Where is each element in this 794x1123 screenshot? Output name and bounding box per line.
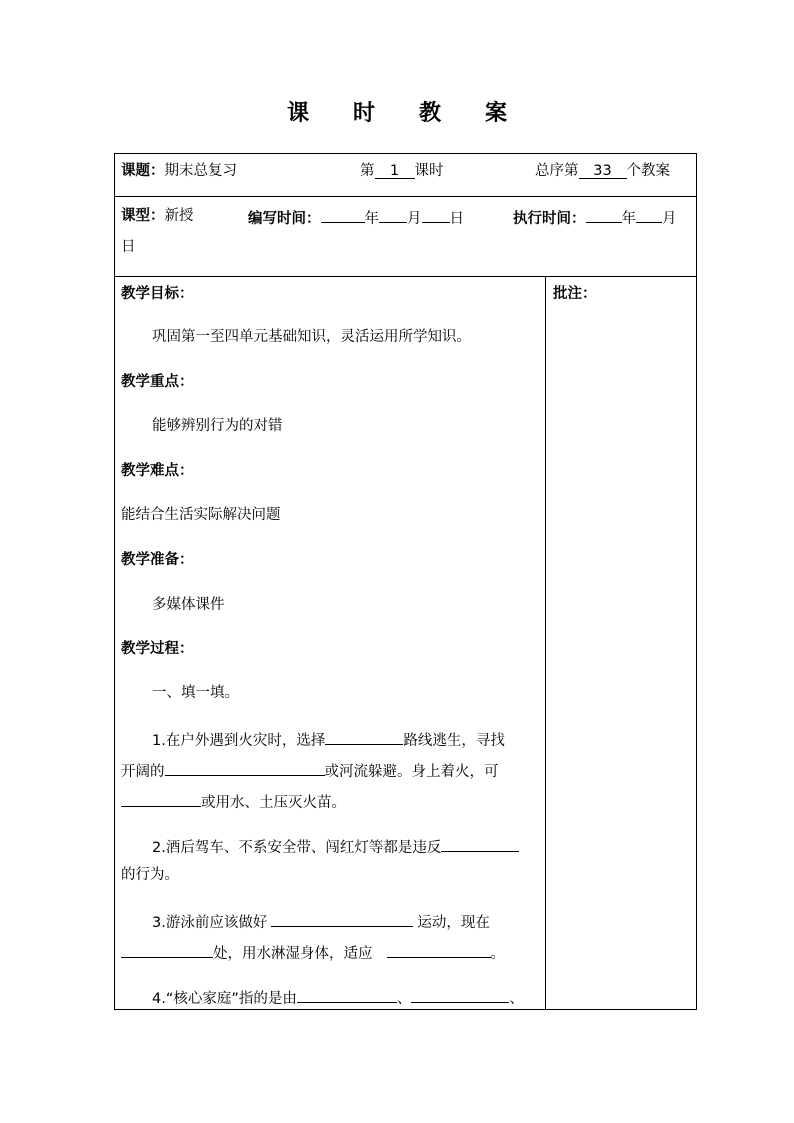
title-char: 教 bbox=[419, 101, 442, 126]
difficulty-text: 能结合生活实际解决问题 bbox=[121, 507, 281, 523]
blank bbox=[321, 207, 365, 223]
year-label: 年 bbox=[621, 211, 636, 227]
answer-blank bbox=[165, 760, 325, 776]
blank bbox=[379, 207, 407, 223]
lesson-no: 1 bbox=[375, 163, 415, 179]
q2-part: 2.酒后驾车、不系安全带、闯红灯等都是违反 bbox=[152, 840, 442, 856]
seq-suffix: 个教案 bbox=[626, 163, 670, 179]
question-3-line-1 bbox=[152, 911, 490, 932]
goal-text: 巩固第一至四单元基础知识，灵活运用所学知识。 bbox=[152, 329, 471, 345]
year-label: 年 bbox=[364, 211, 379, 227]
topic-row bbox=[121, 162, 237, 180]
exec-label: 执行时间： bbox=[513, 211, 586, 227]
seq-prefix: 总序第 bbox=[535, 163, 579, 179]
blank bbox=[422, 207, 450, 223]
key-text: 能够辨别行为的对错 bbox=[152, 418, 283, 434]
question-1-line-1 bbox=[152, 729, 505, 750]
exec-day: 日 bbox=[121, 239, 136, 255]
row-divider bbox=[115, 276, 696, 277]
month-label: 月 bbox=[407, 211, 422, 227]
answer-blank bbox=[121, 791, 201, 807]
title-char: 案 bbox=[485, 101, 508, 126]
prep-label: 教学准备： bbox=[121, 552, 194, 568]
q4-part: 4.“核心家庭”指的是由 bbox=[152, 991, 297, 1007]
question-2-line-1 bbox=[152, 836, 519, 857]
question-3-line-2 bbox=[121, 942, 505, 963]
row-divider bbox=[115, 196, 696, 197]
goal-label: 教学目标： bbox=[121, 286, 194, 302]
day-label: 日 bbox=[449, 211, 464, 227]
notes-label: 批注： bbox=[553, 286, 597, 302]
answer-blank bbox=[411, 987, 509, 1003]
question-4-line-1 bbox=[152, 987, 524, 1008]
lesson-number bbox=[360, 162, 444, 180]
prep-text: 多媒体课件 bbox=[152, 597, 225, 613]
answer-blank bbox=[121, 942, 213, 958]
type-label: 课型： bbox=[121, 208, 165, 224]
question-1-line-2 bbox=[121, 760, 499, 781]
month-label: 月 bbox=[662, 211, 677, 227]
type-row bbox=[121, 207, 194, 225]
q1-part: 或用水、土压灭火苗。 bbox=[201, 795, 346, 811]
lesson-prefix: 第 bbox=[360, 163, 375, 179]
column-divider bbox=[545, 276, 546, 1009]
q4-part: 、 bbox=[509, 991, 524, 1007]
blank bbox=[636, 207, 662, 223]
sequence-number bbox=[535, 162, 670, 180]
q3-part: 运动，现在 bbox=[417, 915, 490, 931]
q3-part: 处，用水淋湿身体，适应 bbox=[213, 946, 373, 962]
blank bbox=[586, 207, 622, 223]
q1-part: 1.在户外遇到火灾时，选择 bbox=[152, 733, 326, 749]
lesson-plan-table bbox=[114, 153, 697, 1010]
q1-part: 开阔的 bbox=[121, 764, 165, 780]
title-char: 课 bbox=[286, 101, 309, 126]
compose-time bbox=[248, 207, 464, 228]
lesson-suffix: 课时 bbox=[414, 163, 444, 179]
q3-part: 。 bbox=[490, 946, 505, 962]
answer-blank bbox=[325, 729, 403, 745]
answer-blank bbox=[271, 911, 413, 927]
answer-blank bbox=[297, 987, 397, 1003]
seq-no: 33 bbox=[579, 163, 627, 179]
topic-value: 期末总复习 bbox=[164, 163, 237, 179]
q3-part: 3.游泳前应该做好 bbox=[152, 915, 268, 931]
topic-label: 课题： bbox=[121, 163, 165, 179]
q4-part: 、 bbox=[396, 991, 412, 1007]
answer-blank bbox=[387, 942, 491, 958]
compose-label: 编写时间： bbox=[248, 211, 321, 227]
key-label: 教学重点： bbox=[121, 374, 194, 390]
exec-time bbox=[513, 207, 677, 228]
section-heading: 一、填一填。 bbox=[152, 685, 239, 701]
question-2-line-2: 的行为。 bbox=[121, 867, 179, 883]
page-title bbox=[0, 96, 794, 127]
difficulty-label: 教学难点： bbox=[121, 463, 194, 479]
answer-blank bbox=[441, 836, 519, 852]
process-label: 教学过程： bbox=[121, 641, 194, 657]
q1-part: 路线逃生，寻找 bbox=[403, 733, 505, 749]
type-value: 新授 bbox=[164, 208, 194, 224]
title-char: 时 bbox=[352, 101, 375, 126]
question-1-line-3 bbox=[121, 791, 346, 812]
q1-part: 或河流躲避。身上着火，可 bbox=[324, 764, 499, 780]
